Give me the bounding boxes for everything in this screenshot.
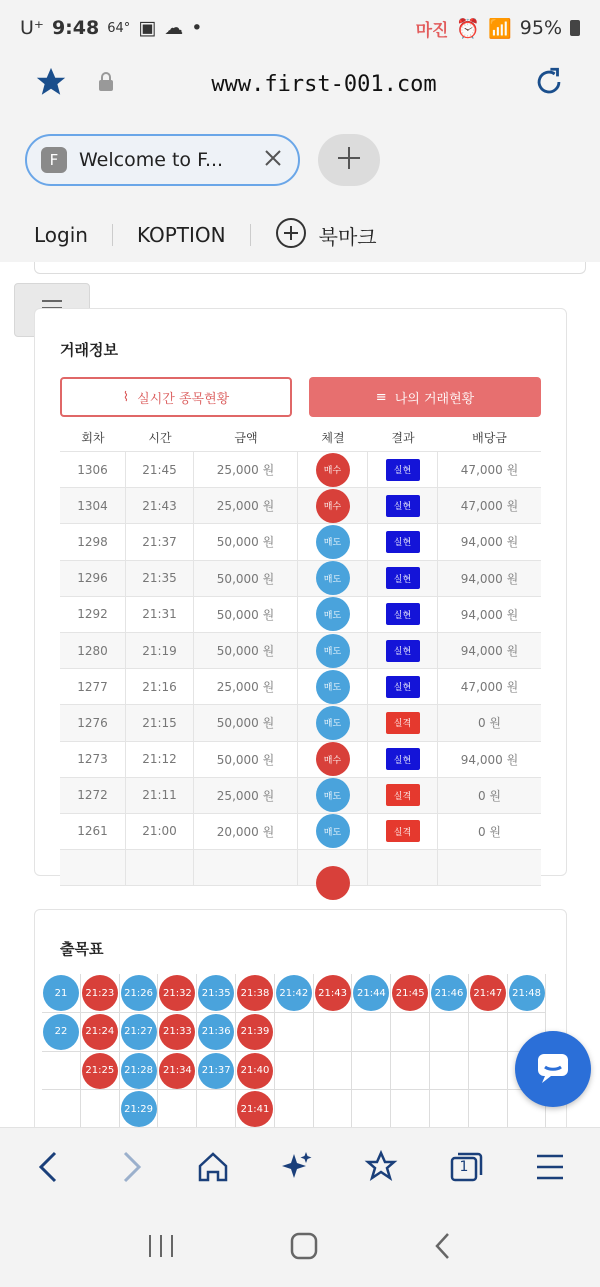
battery-icon (570, 20, 580, 36)
grid-cell (352, 1013, 391, 1052)
pulse-icon: ⌇ (122, 389, 130, 405)
grid-cell (391, 1013, 430, 1052)
cell-result (368, 524, 438, 559)
result-badge: 실현 (386, 567, 420, 589)
table-row (60, 452, 541, 488)
result-ball-blue: 21:35 (198, 975, 234, 1011)
chat-icon (533, 1047, 573, 1091)
cell-time: 21:12 (126, 742, 194, 777)
grid-cell (158, 1090, 197, 1129)
result-chart-title: 출목표 (60, 940, 104, 958)
cell-payout: 94,000 원 (460, 752, 519, 767)
cell-amount: 50,000 원 (194, 524, 298, 559)
cell-round: 1280 (60, 633, 126, 668)
exec-badge: 매도 (316, 814, 350, 848)
table-row (60, 524, 541, 560)
result-ball-blue: 21:27 (121, 1014, 157, 1050)
grid-cell (391, 1052, 430, 1091)
star-icon[interactable] (34, 65, 68, 103)
cell-time: 21:00 (126, 814, 194, 849)
grid-cell (430, 1052, 469, 1091)
result-ball-red: 21:38 (237, 975, 273, 1011)
grid-cell (197, 1090, 236, 1129)
cell-payout: 47,000 원 (460, 680, 519, 695)
cell-exec (298, 742, 368, 777)
chat-button[interactable] (515, 1031, 591, 1107)
cell-round: 1298 (60, 524, 126, 559)
cell-round: 1273 (60, 742, 126, 777)
bookmarks-bar (0, 210, 600, 260)
result-badge: 실격 (386, 712, 420, 734)
cell-round: 1292 (60, 597, 126, 632)
bookmark-star-icon[interactable] (364, 1150, 398, 1188)
result-badge: 실격 (386, 820, 420, 842)
favicon: F (41, 147, 67, 173)
result-ball-blue: 21:37 (198, 1053, 234, 1089)
back-icon[interactable] (35, 1149, 65, 1189)
tab-strip (0, 130, 600, 190)
cell-exec (298, 561, 368, 596)
result-ball-red: 21:47 (470, 975, 506, 1011)
cell-amount: 50,000 원 (194, 633, 298, 668)
grid-cell (430, 1013, 469, 1052)
result-ball-blue: 21:36 (198, 1014, 234, 1050)
exec-badge: 매도 (316, 597, 350, 631)
tabs-icon[interactable] (449, 1150, 485, 1188)
table-cell-partial (126, 850, 194, 885)
divider (250, 224, 251, 246)
trade-info-card (34, 308, 567, 876)
exec-badge: 매도 (316, 525, 350, 559)
status-bar (0, 0, 600, 56)
result-ball-blue: 21:42 (276, 975, 312, 1011)
reload-icon[interactable] (532, 65, 566, 103)
realtime-status-button[interactable] (60, 377, 292, 417)
result-badge: 실현 (386, 748, 420, 770)
grid-cell (352, 1090, 391, 1129)
clock: 9:48 (51, 17, 100, 39)
cell-result (368, 705, 438, 740)
exec-badge: 매수 (316, 489, 350, 523)
result-ball-red: 21:25 (82, 1053, 118, 1089)
header-amount: 금액 (234, 431, 258, 445)
table-row (60, 814, 541, 850)
table-cell-partial (60, 850, 126, 885)
watermark-logo: 마진 (415, 20, 449, 41)
bookmark-login[interactable]: Login (34, 223, 88, 247)
result-ball-blue: 22 (43, 1014, 79, 1050)
cell-exec (298, 524, 368, 559)
grid-cell (275, 1052, 314, 1091)
my-trades-button[interactable] (309, 377, 541, 417)
temperature: 64° (107, 20, 131, 36)
cell-result (368, 742, 438, 777)
cell-amount: 50,000 원 (194, 561, 298, 596)
cell-time: 21:37 (126, 524, 194, 559)
exec-badge: 매도 (316, 778, 350, 812)
table-row (60, 561, 541, 597)
result-ball-blue: 21:44 (353, 975, 389, 1011)
cell-round: 1276 (60, 705, 126, 740)
new-tab-button[interactable] (318, 134, 380, 186)
dot-icon: • (191, 17, 203, 39)
cell-payout: 0 원 (477, 824, 502, 839)
grid-cell (275, 1013, 314, 1052)
table-row (60, 705, 541, 741)
cell-exec (298, 705, 368, 740)
signal-icon: 📶 (488, 17, 512, 40)
cell-exec (298, 633, 368, 668)
add-bookmark-button[interactable] (275, 217, 377, 254)
home-nav-icon[interactable] (289, 1231, 319, 1265)
recents-icon[interactable] (146, 1233, 176, 1263)
result-ball-red: 21:41 (237, 1091, 273, 1127)
grid-cell (469, 1090, 508, 1129)
cell-amount: 50,000 원 (194, 597, 298, 632)
carrier-label: U⁺ (20, 17, 44, 39)
cell-result (368, 561, 438, 596)
grid-cell (42, 1090, 81, 1129)
system-nav-bar (0, 1209, 600, 1287)
header-result: 결과 (391, 431, 415, 445)
grid-cell (81, 1090, 120, 1129)
grid-cell (314, 1013, 353, 1052)
cell-round: 1304 (60, 488, 126, 523)
result-ball-blue: 21:29 (121, 1091, 157, 1127)
cell-exec (298, 778, 368, 813)
realtime-status-label: 실시간 종목현황 (137, 391, 230, 407)
weather-icon: ☁ (164, 17, 184, 39)
cell-round: 1277 (60, 669, 126, 704)
cell-result (368, 778, 438, 813)
grid-cell (42, 1052, 81, 1091)
tab-title: Welcome to F... (79, 149, 224, 171)
exec-badge: 매수 (316, 742, 350, 776)
sparkle-icon[interactable] (280, 1150, 314, 1188)
result-ball-blue: 21:48 (509, 975, 545, 1011)
cell-round: 1272 (60, 778, 126, 813)
cell-result (368, 597, 438, 632)
grid-cell (430, 1090, 469, 1129)
bookmark-label: 북마크 (318, 224, 377, 249)
exec-badge: 매도 (316, 706, 350, 740)
grid-cell (469, 1013, 508, 1052)
grid-cell (352, 1052, 391, 1091)
grid-cell (314, 1090, 353, 1129)
cell-amount: 25,000 원 (194, 778, 298, 813)
cell-exec (298, 452, 368, 487)
cell-round: 1261 (60, 814, 126, 849)
url-text[interactable]: www.first-001.com (211, 71, 437, 97)
cell-result (368, 633, 438, 668)
cell-payout: 0 원 (477, 716, 502, 731)
result-ball-red: 21:39 (237, 1014, 273, 1050)
exec-badge: 매도 (316, 561, 350, 595)
cell-time: 21:19 (126, 633, 194, 668)
cell-payout: 94,000 원 (460, 607, 519, 622)
forward-icon[interactable] (115, 1149, 145, 1189)
result-badge: 실현 (386, 676, 420, 698)
url-bar (0, 56, 600, 112)
cell-amount: 50,000 원 (194, 742, 298, 777)
cell-result (368, 488, 438, 523)
exec-badge (316, 866, 350, 900)
divider (112, 224, 113, 246)
list-icon: ≡ (375, 389, 387, 405)
table-cell-partial (194, 850, 298, 885)
result-ball-red: 21:32 (159, 975, 195, 1011)
cell-time: 21:31 (126, 597, 194, 632)
home-icon[interactable] (196, 1150, 230, 1188)
header-payout: 배당금 (472, 431, 507, 445)
result-ball-blue: 21:28 (121, 1053, 157, 1089)
table-row-partial (60, 850, 541, 886)
exec-badge: 매도 (316, 634, 350, 668)
browser-toolbar (0, 1127, 600, 1209)
result-ball-blue: 21 (43, 975, 79, 1011)
grid-cell (314, 1052, 353, 1091)
result-ball-red: 21:34 (159, 1053, 195, 1089)
header-round: 회차 (81, 431, 105, 445)
tabs-count: 1 (459, 1158, 469, 1175)
table-row (60, 633, 541, 669)
back-nav-icon[interactable] (432, 1231, 454, 1265)
result-badge: 실현 (386, 495, 420, 517)
my-trades-label: 나의 거래현황 (394, 391, 475, 407)
result-badge: 실현 (386, 603, 420, 625)
result-ball-red: 21:43 (315, 975, 351, 1011)
result-badge: 실격 (386, 784, 420, 806)
cell-payout: 47,000 원 (460, 463, 519, 478)
cell-exec (298, 488, 368, 523)
header-exec: 체결 (321, 431, 345, 445)
grid-cell (391, 1090, 430, 1129)
result-ball-blue: 21:46 (431, 975, 467, 1011)
cell-time: 21:15 (126, 705, 194, 740)
bookmark-koption[interactable]: KOPTION (136, 223, 226, 247)
cell-amount: 25,000 원 (194, 669, 298, 704)
card-edge (34, 262, 586, 274)
lock-icon[interactable] (96, 71, 116, 97)
table-cell-partial (368, 850, 438, 885)
result-ball-red: 21:45 (392, 975, 428, 1011)
grid-cell (275, 1090, 314, 1129)
result-badge: 실현 (386, 531, 420, 553)
cell-amount: 20,000 원 (194, 814, 298, 849)
cell-payout: 94,000 원 (460, 571, 519, 586)
trade-table-body[interactable] (60, 451, 541, 849)
table-row (60, 597, 541, 633)
exec-badge: 매도 (316, 670, 350, 704)
result-badge: 실현 (386, 459, 420, 481)
exec-badge: 매수 (316, 453, 350, 487)
cell-time: 21:35 (126, 561, 194, 596)
table-row (60, 742, 541, 778)
trade-info-title: 거래정보 (60, 341, 118, 359)
cell-amount: 50,000 원 (194, 705, 298, 740)
cell-time: 21:11 (126, 778, 194, 813)
cell-result (368, 814, 438, 849)
cell-round: 1306 (60, 452, 126, 487)
cell-payout: 0 원 (477, 788, 502, 803)
result-ball-red: 21:23 (82, 975, 118, 1011)
cell-payout: 47,000 원 (460, 499, 519, 514)
close-icon[interactable] (262, 147, 284, 173)
result-ball-blue: 21:26 (121, 975, 157, 1011)
table-header (60, 429, 541, 451)
table-cell-partial (438, 850, 541, 885)
tab-active[interactable] (25, 134, 300, 186)
cell-time: 21:43 (126, 488, 194, 523)
cell-round: 1296 (60, 561, 126, 596)
cell-time: 21:45 (126, 452, 194, 487)
cell-result (368, 452, 438, 487)
cell-amount: 25,000 원 (194, 488, 298, 523)
table-row (60, 488, 541, 524)
cell-amount: 25,000 원 (194, 452, 298, 487)
table-row (60, 778, 541, 814)
alarm-icon: ⏰ (456, 17, 481, 40)
result-badge: 실현 (386, 640, 420, 662)
table-row (60, 669, 541, 705)
gallery-icon: ▣ (138, 17, 157, 39)
cell-exec (298, 814, 368, 849)
cell-result (368, 669, 438, 704)
result-ball-red: 21:40 (237, 1053, 273, 1089)
web-content (0, 262, 600, 1127)
result-ball-red: 21:24 (82, 1014, 118, 1050)
add-circle-icon (275, 217, 307, 254)
plus-icon (335, 144, 363, 176)
header-time: 시간 (148, 431, 172, 445)
cell-payout: 94,000 원 (460, 535, 519, 550)
cell-exec (298, 669, 368, 704)
table-cell-partial (298, 850, 368, 885)
result-ball-red: 21:33 (159, 1014, 195, 1050)
grid-cell (469, 1052, 508, 1091)
cell-exec (298, 597, 368, 632)
battery-level: 95% (519, 17, 562, 39)
cell-time: 21:16 (126, 669, 194, 704)
menu-icon[interactable] (535, 1153, 565, 1185)
cell-payout: 94,000 원 (460, 644, 519, 659)
